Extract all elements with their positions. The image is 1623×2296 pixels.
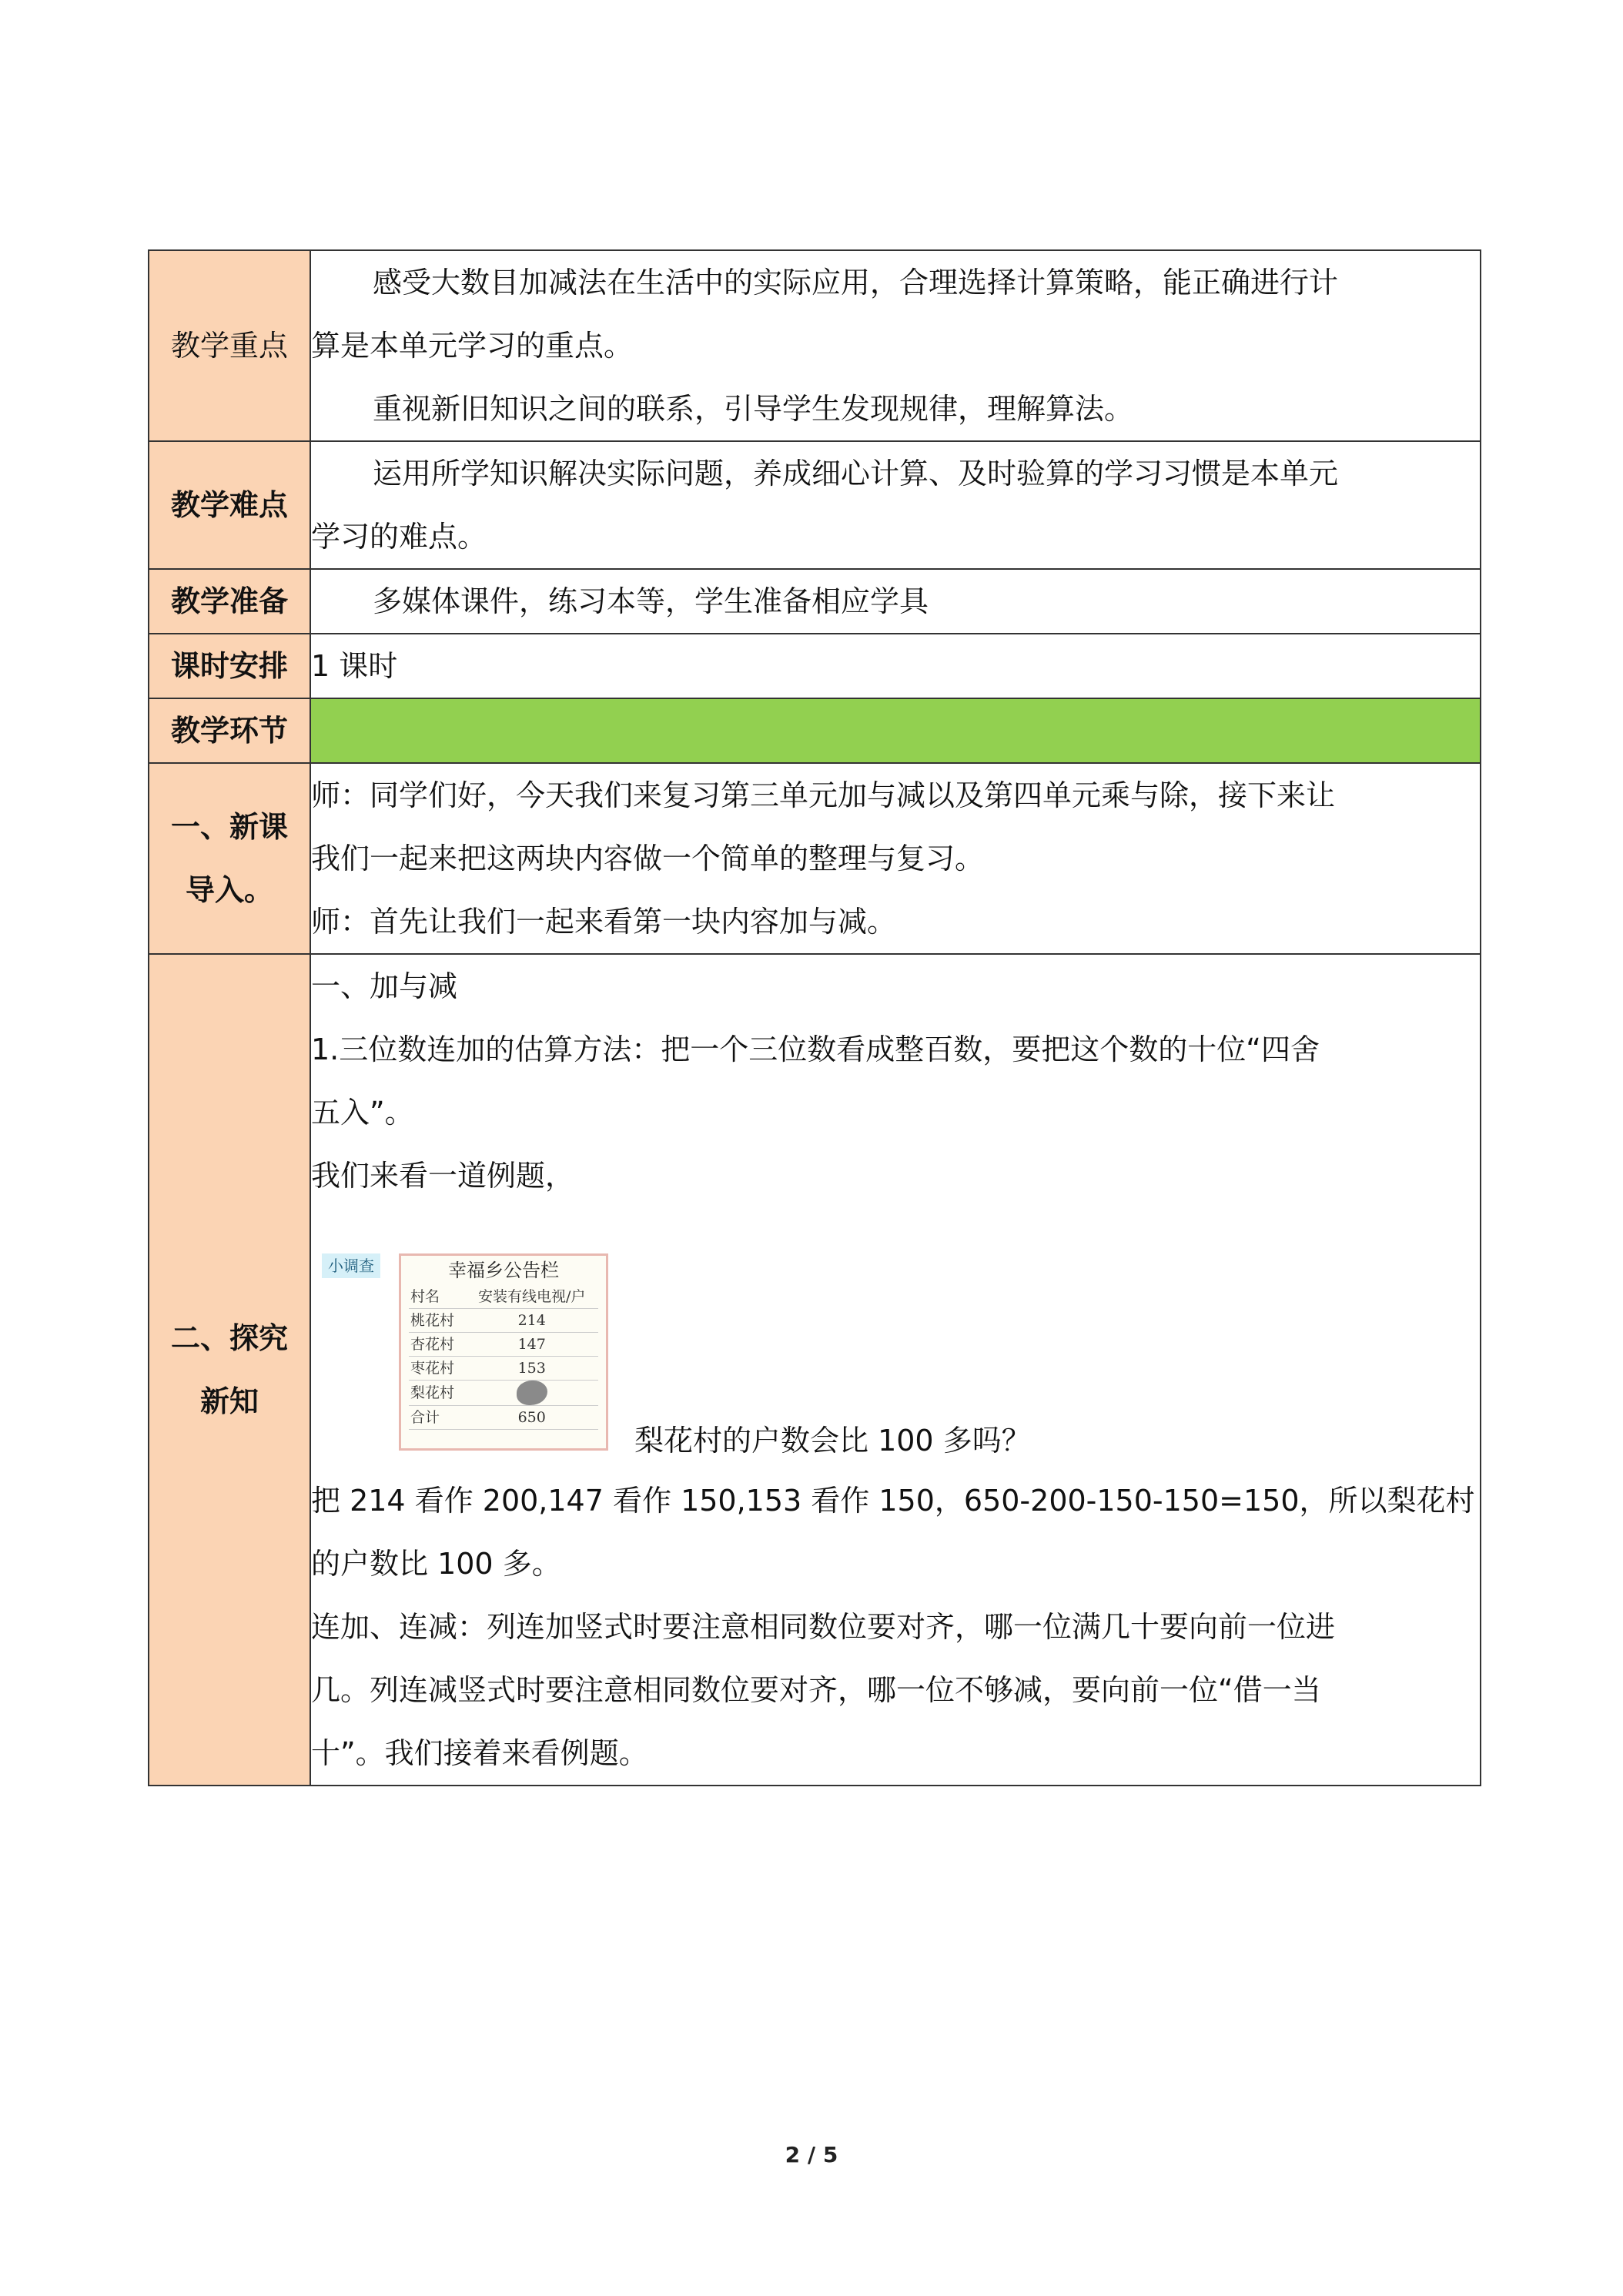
board-cell-value: 650 [465, 1406, 598, 1430]
survey-figure [322, 1253, 614, 1448]
content-difficulty [310, 441, 1481, 569]
page-number: 2 / 5 [785, 2142, 838, 2167]
intro-line-2: 我们一起来把这两块内容做一个简单的整理与复习。 [311, 842, 985, 875]
explore-line-2: 1.三位数连加的估算方法：把一个三位数看成整百数，要把这个数的十位“四舍 [311, 1033, 1320, 1066]
difficulty-line-2: 学习的难点。 [311, 520, 487, 554]
row-preparation [149, 569, 1481, 634]
content-focus [310, 250, 1481, 441]
explore-line-3: 五入”。 [311, 1096, 414, 1130]
label-explore [149, 954, 310, 1786]
content-schedule [310, 634, 1481, 698]
row-intro [149, 763, 1481, 954]
bulletin-board [399, 1253, 608, 1451]
row-difficulty [149, 441, 1481, 569]
intro-line-1: 师：同学们好，今天我们来复习第三单元加与减以及第四单元乘与除，接下来让 [311, 778, 1336, 812]
explore-after-line-3: 连加、连减：列连加竖式时要注意相同数位要对齐，哪一位满几十要向前一位进 [311, 1610, 1336, 1644]
intro-label-line-1: 一、新课 [170, 810, 288, 844]
content-intro [310, 763, 1481, 954]
intro-label-line-2: 导入。 [185, 873, 273, 907]
board-row [409, 1357, 598, 1381]
intro-line-3: 师：首先让我们一起来看第一块内容加与减。 [311, 905, 897, 939]
board-col-village: 村名 [409, 1285, 465, 1309]
board-cell-name: 梨花村 [409, 1381, 465, 1406]
explore-after-line-2: 的户数比 100 多。 [311, 1547, 561, 1581]
explore-label-line-2: 新知 [199, 1384, 259, 1418]
row-explore [149, 954, 1481, 1786]
explore-line-4: 我们来看一道例题， [311, 1159, 575, 1193]
board-cell-name: 合计 [409, 1406, 465, 1430]
row-schedule [149, 634, 1481, 698]
label-difficulty: 教学难点 [149, 441, 310, 569]
board-title: 幸福乡公告栏 [448, 1260, 559, 1281]
label-schedule: 课时安排 [149, 634, 310, 698]
board-cell-name: 杏花村 [409, 1333, 465, 1357]
focus-line-2: 算是本单元学习的重点。 [311, 329, 634, 363]
board-cell-value: 214 [465, 1309, 598, 1333]
board-row [409, 1406, 598, 1430]
survey-example [311, 1207, 1480, 1469]
explore-label-line-1: 二、探究 [170, 1321, 288, 1355]
board-cell-ink [465, 1381, 598, 1406]
survey-question: 梨花村的户数会比 100 多吗？ [634, 1424, 1031, 1458]
board-cell-value: 147 [465, 1333, 598, 1357]
survey-tag: 小调查 [322, 1253, 380, 1278]
label-focus: 教学重点 [149, 250, 310, 441]
row-focus [149, 250, 1481, 441]
board-header-row [409, 1285, 598, 1309]
focus-line-1: 感受大数目加减法在生活中的实际应用，合理选择计算策略，能正确进行计 [373, 266, 1339, 300]
board-row [409, 1309, 598, 1333]
label-stages: 教学环节 [149, 698, 310, 763]
board-col-households: 安装有线电视/户 [465, 1285, 598, 1309]
board-row [409, 1381, 598, 1406]
content-stages [310, 698, 1481, 763]
explore-after-line-1: 把 214 看作 200,147 看作 150,153 看作 150，650-200-150-150=150，所以梨花村 [311, 1484, 1475, 1518]
board-cell-name: 枣花村 [409, 1357, 465, 1381]
label-preparation: 教学准备 [149, 569, 310, 634]
label-intro [149, 763, 310, 954]
content-preparation [310, 569, 1481, 634]
explore-line-1: 一、加与减 [311, 969, 458, 1003]
board-cell-name: 桃花村 [409, 1309, 465, 1333]
explore-after-line-4: 几。列连减竖式时要注意相同数位要对齐，哪一位不够减，要向前一位“借一当 [311, 1673, 1321, 1707]
row-stages [149, 698, 1481, 763]
board-cell-value: 153 [465, 1357, 598, 1381]
board-row [409, 1333, 598, 1357]
content-explore [310, 954, 1481, 1786]
preparation-text: 多媒体课件，练习本等，学生准备相应学具 [373, 584, 929, 618]
schedule-text: 1 课时 [311, 649, 398, 683]
ink-blot-icon [517, 1381, 547, 1405]
lesson-plan-table [148, 249, 1481, 1786]
board-table [409, 1285, 598, 1430]
focus-line-3: 重视新旧知识之间的联系，引导学生发现规律，理解算法。 [373, 392, 1134, 426]
difficulty-line-1: 运用所学知识解决实际问题，养成细心计算、及时验算的学习习惯是本单元 [373, 457, 1339, 490]
explore-after-line-5: 十”。我们接着来看例题。 [311, 1736, 648, 1770]
